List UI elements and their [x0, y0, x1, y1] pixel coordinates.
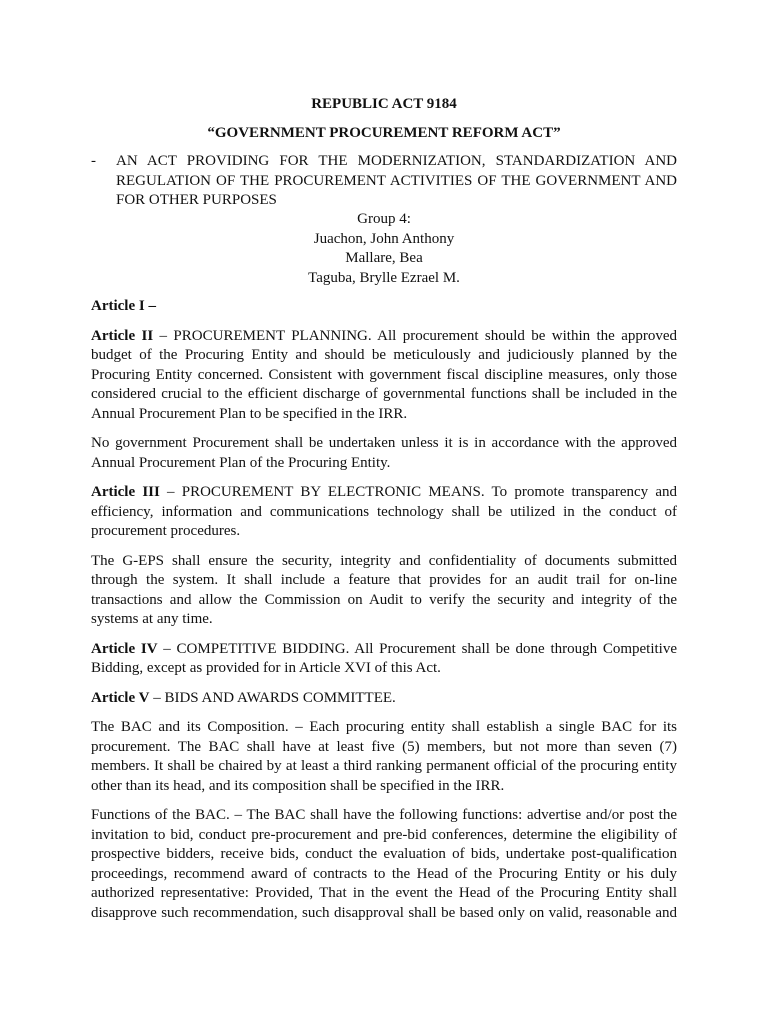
- group-block: [0, 210, 768, 288]
- act-description: [91, 152, 677, 211]
- article-3-paragraph-2: The G-EPS shall ensure the security, integrity and confidentiality of documents submitted through the system. It shall include a feature that provides for an audit trail for on-line transactions and allow the Commission on Audit to verify the security and integrity of the systems at any time.: [91, 552, 677, 627]
- article-1: [91, 297, 677, 317]
- article-2-heading: Article II: [91, 327, 154, 344]
- document-title: REPUBLIC ACT 9184: [311, 96, 457, 112]
- bac-functions-paragraph: Functions of the BAC. – The BAC shall have the following functions: advertise and/or post the invitation to bid, conduct pre-procurement and pre-bid conferences, determine the eligibility of prospective bidders, receive bids, conduct the evaluation of bids, undertake post-qualification proceedings, recommend award of contracts to the Head of the Procuring Entity or his duly authorized representative: Provided, That in the event the Head of the Procuring Entity shall disapprove such recommendation, such disapproval shall be based only on valid, reasonable and: [91, 807, 677, 921]
- article-3-text: – PROCUREMENT BY ELECTRONIC MEANS. To promote transparency and efficiency, information and communications technology shall be utilized in the conduct of procurement procedures.: [91, 484, 677, 539]
- article-4: [91, 640, 677, 679]
- article-3-heading: Article III: [91, 484, 160, 500]
- article-5-heading: Article V: [91, 689, 150, 706]
- article-5: [91, 689, 677, 709]
- bac-composition-paragraph: The BAC and its Composition. – Each procuring entity shall establish a single BAC for its procurement. The BAC shall have at least five (5) members, but not more than seven (7) members. It shall be chaired by at least a third ranking permanent official of the procuring entity other than its head, and its composition shall be specified in the IRR.: [91, 719, 677, 794]
- act-description-text: AN ACT PROVIDING FOR THE MODERNIZATION, STANDARDIZATION AND REGULATION OF THE PROCUREMENT ACTIVITIES OF THE GOVERNMENT AND FOR OTHER PURPOSES: [116, 153, 677, 208]
- article-3: [91, 483, 677, 542]
- article-2-text: – PROCUREMENT PLANNING. All procurement should be within the approved budget of the Procuring Entity and should be meticulously and judiciously planned by the Procuring Entity concerned. Consistent with government fiscal discipline measures, only those considered crucial to the efficient discharge of governmental functions shall be included in the Annual Procurement Plan to be specified in the IRR.: [91, 327, 678, 422]
- article-1-heading: Article I –: [91, 298, 156, 314]
- group-member: Juachon, John Anthony: [313, 230, 455, 247]
- article-4-text: – COMPETITIVE BIDDING. All Procurement shall be done through Competitive Bidding, except as provided for in Article XVI of this Act.: [91, 640, 678, 676]
- group-label: Group 4:: [357, 211, 411, 227]
- group-member: Taguba, Brylle Ezrael M.: [308, 269, 460, 286]
- article-5-text: – BIDS AND AWARDS COMMITTEE.: [149, 689, 396, 706]
- article-2: [91, 327, 677, 425]
- article-2-paragraph-2: No government Procurement shall be undertaken unless it is in accordance with the approved Annual Procurement Plan of the Procuring Entity.: [91, 435, 677, 471]
- document-subtitle-name: “GOVERNMENT PROCUREMENT REFORM ACT”: [207, 125, 561, 141]
- bullet-dash: -: [91, 153, 96, 169]
- group-member: Mallare, Bea: [345, 250, 423, 266]
- article-4-heading: Article IV: [91, 640, 158, 657]
- document-body: [91, 297, 677, 933]
